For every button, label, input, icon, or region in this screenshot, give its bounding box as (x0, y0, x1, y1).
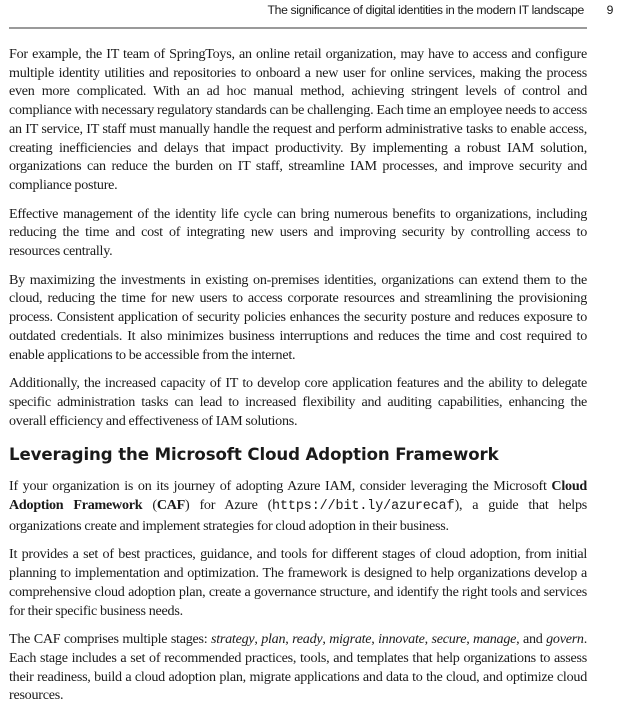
paragraph-caf-best-practices: It provides a set of best practices, guidance, and tools for different stages of cloud adoption, from initial planning to implementation and optimization. The framework is designed to help organizations develop a comprehensive cloud adoption plan, create a governance structure, and identify the right tools and services for their specific business needs. (9, 546, 587, 619)
text-span: If your organization is on its journey of adopting Azure IAM, consider leveraging the Microsoft (9, 478, 552, 495)
stage-strategy: strategy (210, 631, 255, 648)
text-span: Each stage includes a set of recommended practices, tools, and templates that help organizations to assess their readiness, build a cloud adoption plan, migrate applications and data to the cloud, and optimize cloud resources. (9, 649, 587, 704)
stage-secure: secure (431, 631, 467, 648)
stages-list (211, 631, 584, 647)
stage-govern: govern (546, 631, 584, 648)
stage-separator: , (424, 631, 432, 648)
text-span: ( (142, 497, 157, 514)
running-header-title: The significance of digital identities in the modern IT landscape (267, 3, 584, 17)
paragraph-springtoys-example: For example, the IT team of SpringToys, an online retail organization, may have to access and configure multiple identity utilities and repositories to onboard a new user for online services, making the process even more complicated. With an ad hoc manual method, achieving stringent levels of control and compliance with necessary regulatory standards can be challenging. Each time an employee needs to access an IT service, IT staff must manually handle the request and perform administrative tasks to enable access, creating inefficiencies and delays that impact productivity. By implementing a robust IAM solution, organizations can reduce the burden on IT staff, streamline IAM processes, and improve security and compliance posture. (9, 46, 587, 193)
stage-manage: manage (473, 631, 517, 648)
stage-separator: , (322, 631, 330, 648)
stage-separator: , (254, 631, 262, 648)
text-span: . (583, 631, 588, 648)
header-divider (9, 27, 587, 29)
stage-separator: , (466, 631, 474, 648)
bold-abbreviation: CAF (156, 497, 186, 514)
stage-innovate: innovate (378, 631, 425, 648)
page-body (9, 45, 587, 715)
paragraph-on-premises-identities: By maximizing the investments in existing on-premises identities, organizations can extend them to the cloud, reducing the time for new users to access corporate resources and streamlining the provisioning process. Consistent application of security policies enhances the security posture and reduces exposure to outdated credentials. It also minimizes business interruptions and reduces the time and cost required to enable applications to be accessible from the internet. (9, 271, 587, 363)
paragraph-identity-lifecycle: Effective management of the identity life cycle can bring numerous benefits to organizations, including reducing the time and cost of integrating new users and improving security by controlling access to resources centrally. (9, 205, 587, 260)
stage-migrate: migrate (329, 631, 372, 648)
stage-ready: ready (292, 631, 323, 648)
caf-link[interactable]: https://bit.ly/azurecaf (272, 499, 455, 515)
text-span: The CAF comprises multiple stages: (9, 631, 211, 648)
paragraph-it-capacity: Additionally, the increased capacity of IT to develop core application features and the ability to delegate specific administration tasks can lead to increased flexibility and auditing capabilities, enhancing the overall efficiency and effectiveness of IAM solutions. (9, 375, 587, 429)
paragraph-caf-intro (9, 477, 587, 535)
section-heading: Leveraging the Microsoft Cloud Adoption Framework (9, 445, 499, 465)
text-span: ), a guide that helps organizations create and implement strategies for cloud adoption in their business. (9, 497, 587, 534)
stage-plan: plan (261, 631, 286, 648)
stage-separator: , (371, 631, 379, 648)
bold-term: Cloud Adoption Framework (9, 478, 587, 514)
stage-separator: , (285, 631, 293, 648)
paragraph-caf-stages (9, 630, 587, 705)
text-span: ) for Azure ( (185, 497, 273, 514)
page-number: 9 (606, 3, 614, 17)
stage-separator: , and (516, 631, 547, 648)
